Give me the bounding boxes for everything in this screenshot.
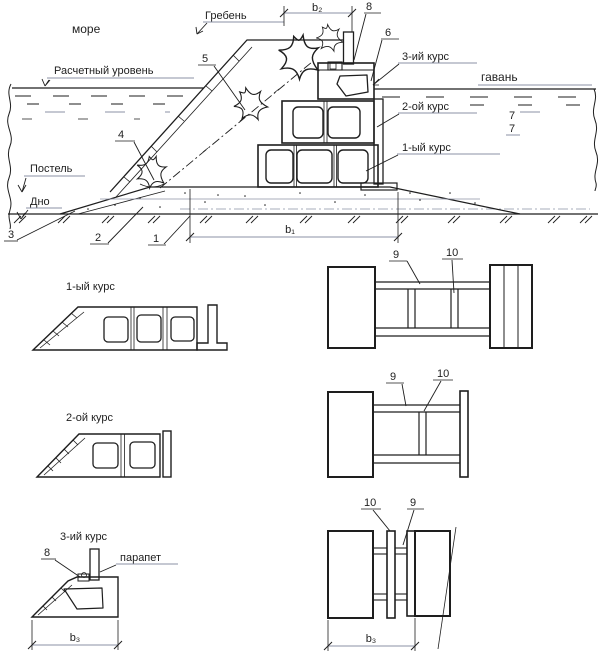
plan3-extension-line (438, 527, 456, 649)
course2-block (282, 101, 374, 143)
course1-plan-view (328, 247, 532, 348)
dimension-b3-section (28, 620, 122, 650)
dim-label-b3-section: b₃ (69, 632, 81, 644)
course1-end-tee (197, 305, 227, 350)
dim-label-b2: b₂ (312, 2, 323, 14)
callout-course2: 2-ой курс (402, 101, 450, 113)
course2-end-bar (163, 431, 171, 477)
part-label-8-course3: 8 (44, 547, 51, 559)
part-label-10-plan2: 10 (437, 368, 450, 380)
label-crest: Гребень (205, 10, 247, 22)
callout-course3: 3-ий курс (402, 51, 450, 63)
part-label-9-plan1: 9 (393, 249, 400, 261)
course2-plan-view (328, 368, 468, 477)
part-label-8-main: 8 (366, 1, 373, 13)
label-bed: Постель (30, 163, 73, 175)
course1-section-view (33, 281, 227, 350)
label-harbor: гавань (481, 70, 518, 84)
dimension-b2 (280, 2, 356, 32)
ground-hatching (14, 216, 592, 223)
course2-section-view (37, 412, 171, 477)
parapet-section (90, 549, 99, 580)
title-course2: 2-ой курс (66, 412, 114, 424)
part-label-3: 3 (8, 229, 15, 241)
tetrapod (314, 23, 344, 54)
dim-label-b1: b₁ (285, 224, 295, 236)
parapet-post (344, 32, 354, 64)
part-label-7b: 7 (509, 123, 516, 135)
part-label-9-plan2: 9 (390, 371, 397, 383)
slope-face-line (110, 40, 344, 192)
dim-label-b3-plan: b₃ (365, 633, 377, 645)
course1-block (258, 145, 378, 187)
rubble-mound (110, 23, 344, 197)
label-seabed: Дно (30, 196, 50, 208)
course3-plan-view (324, 497, 456, 651)
label-parapet: парапет (120, 552, 162, 564)
dimension-b1 (186, 189, 402, 243)
course3-section-view (28, 531, 178, 650)
core-boundary (160, 62, 312, 188)
dimension-b3-plan (324, 618, 419, 651)
label-sea: море (72, 22, 101, 36)
title-course1: 1-ый курс (66, 281, 115, 293)
bed-specks (87, 192, 476, 210)
label-design-level: Расчетный уровень (54, 65, 154, 77)
tetrapod (230, 83, 271, 125)
title-course3: 3-ий курс (60, 531, 108, 543)
tetrapod (132, 152, 170, 191)
part-label-6: 6 (385, 27, 392, 39)
plan2-end-bar (460, 391, 468, 477)
callout-course1: 1-ый курс (402, 142, 451, 154)
main-cross-section (4, 1, 598, 245)
seabed-ground (8, 187, 598, 223)
part-label-10-plan1: 10 (446, 247, 459, 259)
part-label-9-plan3: 9 (410, 497, 417, 509)
part-label-2: 2 (95, 232, 102, 244)
part-label-5: 5 (202, 53, 209, 65)
part-label-1: 1 (153, 233, 160, 245)
part-label-4: 4 (118, 129, 125, 141)
part-label-10-plan3: 10 (364, 497, 377, 509)
break-line-right (593, 89, 597, 191)
break-line-left (8, 84, 12, 229)
part-label-7a: 7 (509, 110, 516, 122)
course3-block (318, 63, 374, 99)
